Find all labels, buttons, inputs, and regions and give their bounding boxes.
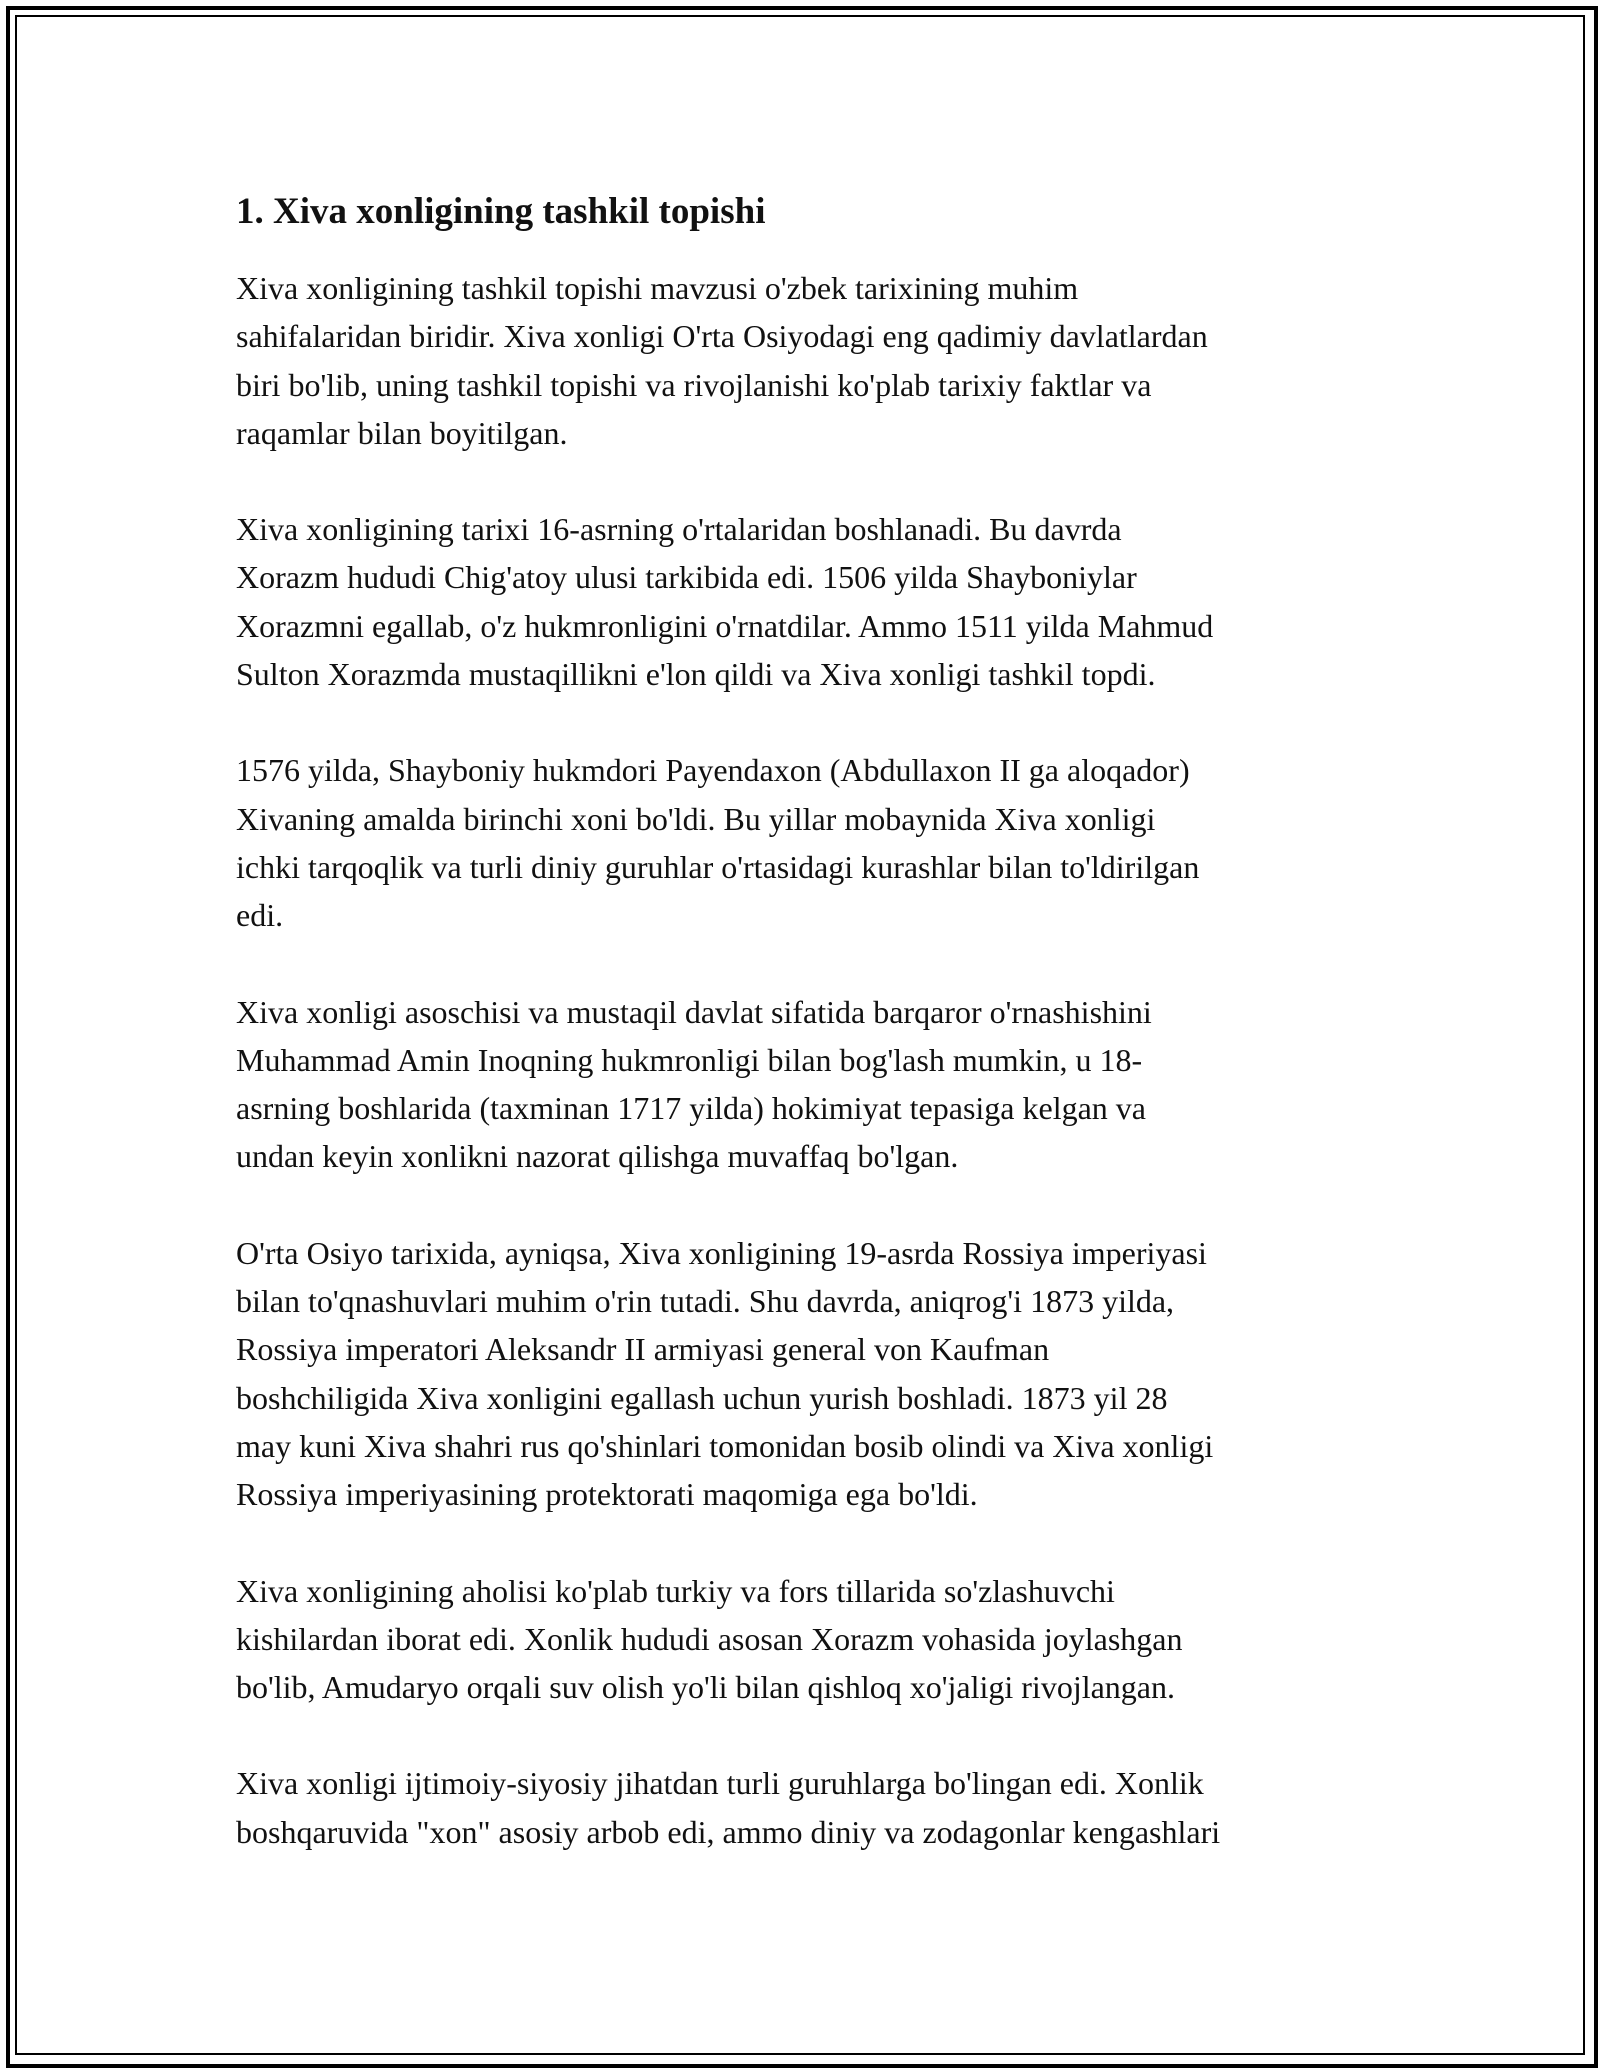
text-line: O'rta Osiyo tarixida, ayniqsa, Xiva xonligining 19-asrda Rossiya imperiyasi (236, 1234, 1207, 1271)
text-line: boshqaruvida "xon" asosiy arbob edi, ammo diniy va zodagonlar kengashlari (236, 1813, 1221, 1850)
paragraph (236, 1229, 1386, 1519)
text-line: boshchiligida Xiva xonligini egallash uchun yurish boshladi. 1873 yil 28 (236, 1379, 1168, 1416)
text-line: Muhammad Amin Inoqning hukmronligi bilan bog'lash mumkin, u 18- (236, 1041, 1143, 1078)
paragraph (236, 505, 1386, 698)
text-line: Xiva xonligi asoschisi va mustaqil davlat sifatida barqaror o'rnashishini (236, 993, 1152, 1030)
text-line: Xiva xonligining tarixi 16-asrning o'rtalaridan boshlanadi. Bu davrda (236, 511, 1122, 548)
text-line: ichki tarqoqlik va turli diniy guruhlar o'rtasidagi kurashlar bilan to'ldirilgan (236, 848, 1200, 885)
text-line: Xiva xonligining aholisi ko'plab turkiy va fors tillarida so'zlashuvchi (236, 1572, 1115, 1609)
text-line: edi. (236, 897, 284, 934)
text-line: sahifalaridan biridir. Xiva xonligi O'rta Osiyodagi eng qadimiy davlatlardan (236, 318, 1208, 355)
paragraphs-container (236, 264, 1386, 1856)
text-line: bo'lib, Amudaryo orqali suv olish yo'li bilan qishloq xo'jaligi rivojlangan. (236, 1669, 1175, 1706)
text-line: Rossiya imperatori Aleksandr II armiyasi general von Kaufman (236, 1331, 1050, 1368)
document-body (236, 188, 1386, 1856)
section-heading: 1. Xiva xonligining tashkil topishi (236, 191, 766, 232)
text-line: Xiva xonligining tashkil topishi mavzusi o'zbek tarixining muhim (236, 270, 1079, 306)
text-line: Sulton Xorazmda mustaqillikni e'lon qildi va Xiva xonligi tashkil topdi. (236, 656, 1156, 693)
paragraph (236, 746, 1386, 939)
paragraph (236, 1567, 1386, 1712)
text-line: may kuni Xiva shahri rus qo'shinlari tomonidan bosib olindi va Xiva xonligi (236, 1427, 1214, 1464)
text-line: kishilardan iborat edi. Xonlik hududi asosan Xorazm vohasida joylashgan (236, 1620, 1183, 1657)
paragraph (236, 988, 1386, 1181)
text-line: Xorazm hududi Chig'atoy ulusi tarkibida edi. 1506 yilda Shayboniylar (236, 559, 1137, 596)
text-line: biri bo'lib, uning tashkil topishi va rivojlanishi ko'plab tarixiy faktlar va (236, 366, 1152, 403)
paragraph (236, 1759, 1386, 1856)
paragraph (236, 264, 1386, 457)
text-line: bilan to'qnashuvlari muhim o'rin tutadi. Shu davrda, aniqrog'i 1873 yilda, (236, 1283, 1175, 1320)
text-line: Rossiya imperiyasining protektorati maqomiga ega bo'ldi. (236, 1476, 978, 1513)
text-line: asrning boshlarida (taxminan 1717 yilda) hokimiyat tepasiga kelgan va (236, 1090, 1146, 1127)
text-line: Xorazmni egallab, o'z hukmronligini o'rnatdilar. Ammo 1511 yilda Mahmud (236, 607, 1214, 644)
text-line: undan keyin xonlikni nazorat qilishga muvaffaq bo'lgan. (236, 1138, 959, 1175)
text-line: 1576 yilda, Shayboniy hukmdori Payendaxon (Abdullaxon II ga aloqador) (236, 752, 1190, 789)
text-line: Xiva xonligi ijtimoiy-siyosiy jihatdan turli guruhlarga bo'lingan edi. Xonlik (236, 1765, 1204, 1802)
text-line: Xivaning amalda birinchi xoni bo'ldi. Bu yillar mobaynida Xiva xonligi (236, 800, 1156, 837)
text-line: raqamlar bilan boyitilgan. (236, 414, 568, 451)
